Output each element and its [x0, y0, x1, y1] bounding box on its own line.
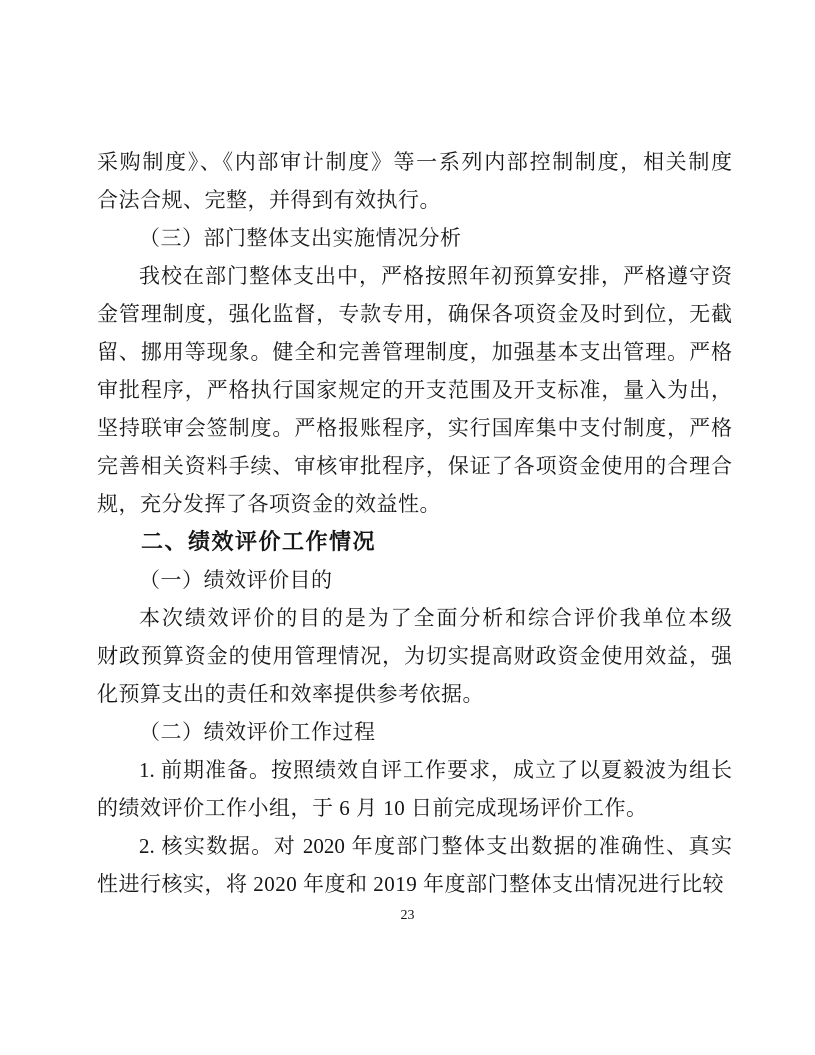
text-line: 审批程序，严格执行国家规定的开支范围及开支标准，量入为出，: [97, 378, 732, 402]
text-line: 的绩效评价工作小组，于 6 月 10 日前完成现场评价工作。: [97, 796, 648, 820]
section-heading: 二、绩效评价工作情况: [141, 529, 377, 554]
text-line: 留、挪用等现象。健全和完善管理制度，加强基本支出管理。严格: [97, 340, 732, 364]
text-line: （一）绩效评价目的: [139, 568, 333, 592]
text-line: 规，充分发挥了各项资金的效益性。: [97, 492, 441, 516]
text-line: 1. 前期准备。按照绩效自评工作要求，成立了以夏毅波为组长: [139, 758, 732, 782]
text-line: 财政预算资金的使用管理情况，为切实提高财政资金使用效益，强: [97, 644, 732, 668]
text-line: 本次绩效评价的目的是为了全面分析和综合评价我单位本级: [139, 606, 732, 630]
text-line: 性进行核实，将 2020 年度和 2019 年度部门整体支出情况进行比较: [97, 872, 724, 896]
text-line: 完善相关资料手续、审核审批程序，保证了各项资金使用的合理合: [97, 454, 732, 478]
text-line: 我校在部门整体支出中，严格按照年初预算安排，严格遵守资: [139, 264, 732, 288]
page-number: 23: [400, 908, 415, 923]
text-line: 化预算支出的责任和效率提供参考依据。: [97, 682, 484, 706]
text-line: 金管理制度，强化监督，专款专用，确保各项资金及时到位，无截: [97, 302, 732, 326]
text-line: 合法合规、完整，并得到有效执行。: [97, 188, 441, 212]
document-body: [97, 143, 732, 903]
text-line: （二）绩效评价工作过程: [139, 720, 376, 744]
text-line: 2. 核实数据。对 2020 年度部门整体支出数据的准确性、真实: [139, 834, 732, 858]
text-line: （三）部门整体支出实施情况分析: [139, 226, 462, 250]
text-line: 坚持联审会签制度。严格报账程序，实行国库集中支付制度，严格: [97, 416, 732, 440]
text-line: 采购制度》、《内部审计制度》等一系列内部控制制度，相关制度: [97, 150, 732, 174]
